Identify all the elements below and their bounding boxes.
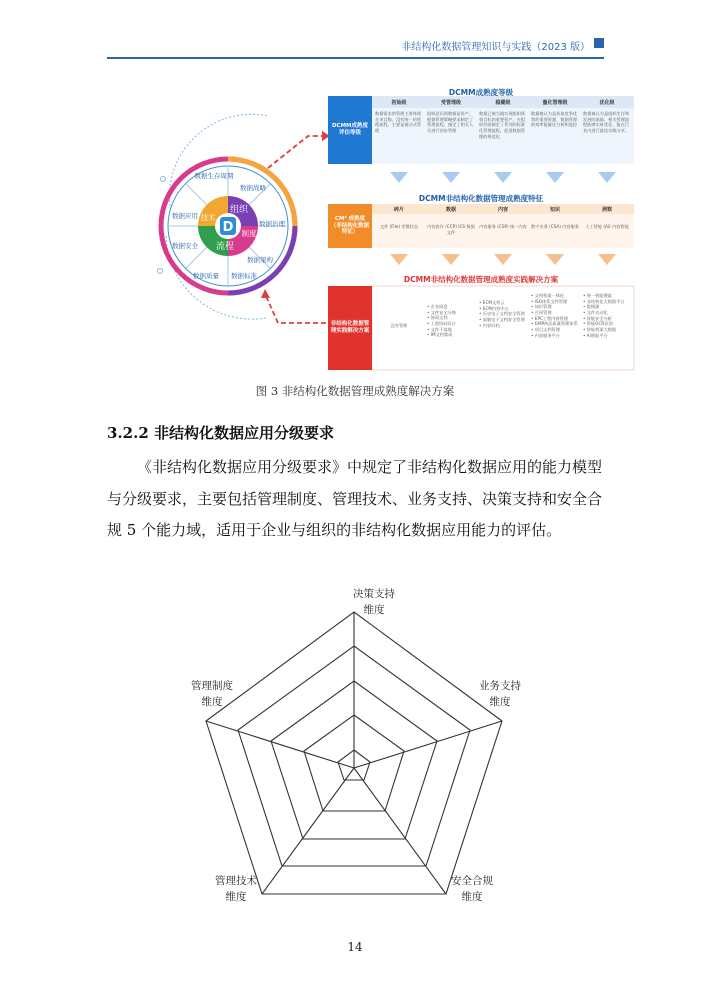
section-heading: 3.2.2 非结构化数据应用分级要求 — [107, 424, 334, 442]
running-header: 非结构化数据管理知识与实践（2023 版） — [401, 42, 590, 53]
radar-label-management-policy: 管理制度 维度 — [191, 680, 233, 708]
wheel-segment-label: 数据标准 — [231, 272, 257, 280]
panel1-side-label: DCMM成熟度评估等级 — [328, 96, 372, 164]
figure-3 — [148, 86, 638, 378]
ring-label-policy: 制度 — [241, 229, 257, 238]
radar-axis — [206, 721, 354, 768]
panel2-col-head: 数据 — [445, 207, 456, 213]
down-arrow — [442, 172, 460, 183]
down-arrow — [390, 254, 408, 265]
panel3-cell: • 统一智能搜索 • 非结构化大数据平台 • 数据湖 • 文件自动化 • 智能安全分析 • 智能OCR识别 • 智能档案大数据 • AI智能平台 — [583, 293, 625, 338]
panel3-cell: • ECM文档云 • ECM内容中台 • 历史电子文档安全管理 • 高敏电子文档安全管理 • 内容归档 — [479, 300, 525, 328]
decor-dot — [161, 177, 166, 182]
panel2-title: DCMM非结构化数据管理成熟度特征 — [418, 194, 544, 203]
panel3-cell: 没有管理 — [390, 323, 408, 328]
ring-label-process: 流程 — [215, 242, 235, 252]
page-number: 14 — [347, 940, 363, 954]
wheel-segment-label: 数据质量 — [193, 272, 219, 280]
panel3-title: DCMM非结构化数据管理成熟度实践解决方案 — [403, 275, 559, 284]
radar-label-management-technology: 管理技术 维度 — [215, 875, 257, 903]
panel2-col-head: 洞察 — [601, 207, 612, 213]
panel1-cell: 数据被认为是获取竞争优势的重要资源，数据管理的效率能量化分析和监控 — [531, 111, 578, 128]
panel2-cell: 数字业务 (CSA) 内容服务 — [531, 224, 579, 229]
header-rule — [107, 57, 604, 59]
wheel-segment-label: 数据应用 — [172, 212, 198, 220]
panel2-side-label: CM² 成熟度（非结构化数据特征） — [328, 204, 372, 248]
radar-axis — [354, 721, 502, 768]
down-arrow — [390, 172, 408, 183]
down-arrow — [598, 172, 616, 183]
panel1-col-head: 初始级 — [391, 100, 407, 106]
panel2-cell: 人工智能 (AI) 内容智能 — [585, 224, 629, 229]
panel3-side-label: 非结构化数据管理实践解决方案 — [328, 286, 372, 370]
panel2-col-head: 内容 — [497, 207, 508, 213]
down-arrow — [546, 254, 564, 265]
radar-label-security-compliance: 安全合规 维度 — [451, 875, 493, 903]
body-paragraph: 《非结构化数据应用分级要求》中规定了非结构化数据应用的能力模型与分级要求，主要包括管理制度、管理技术、业务支持、决策支持和安全合规 5 个能力域，适用于企业与组织的非结构化数据应用能力的评估。 — [107, 458, 603, 539]
panel1-cell: 数据需求的管理主要体现在项目级，没有统一的管理流程，主要是被动式管理 — [375, 111, 422, 134]
panel1-col-head: 受管理级 — [440, 100, 461, 106]
wheel-segment-label: 数据治理 — [259, 220, 285, 228]
wheel-segment-label: 数据安全 — [172, 242, 198, 250]
wheel-center-letter: D — [222, 220, 234, 235]
panel2-col-head: 知识 — [549, 207, 560, 213]
connector-arrow — [268, 136, 324, 168]
radar-diagram — [170, 580, 540, 920]
panel1-col-head: 优化级 — [599, 100, 615, 106]
panel3-cell: • 文档档案一体化 • ISO体系文件管理 • 知识管理 • 合同管理 • EPC工程内容管理 • GMP药品质量管理体系 • 项目文档管理 • 内容服务平台 — [531, 293, 578, 338]
radar-label-business-support: 业务支持 维度 — [479, 680, 521, 708]
decor-dot — [158, 269, 163, 274]
down-arrow — [598, 254, 616, 265]
wheel-segment-label: 数据战略 — [240, 184, 266, 192]
panel2-cell: 内容服务 (CSP) 统一内容 — [479, 224, 527, 229]
radar-label-decision-support: 决策支持 维度 — [353, 588, 395, 616]
wheel-segment-label: 数据架构 — [247, 256, 273, 264]
panel1-cell: 数据被认为是组织生存和发展的基础，相关管理流程能够实时优化，能在行业内进行最佳实践分享。 — [583, 111, 630, 134]
ring-label-organization: 组织 — [229, 205, 249, 215]
panel1-cell: 组织意识到数据是资产，根据管理策略要求制定了管理流程，指定了相关人员进行初步管理 — [427, 111, 474, 134]
panel1-col-head: 量化管理级 — [542, 100, 568, 106]
panel1-title: DCMM成熟度等级 — [448, 88, 514, 97]
down-arrow — [546, 172, 564, 183]
figure-caption: 图 3 非结构化数据管理成熟度解决方案 — [255, 384, 455, 398]
ring-label-technology: 技术 — [200, 213, 216, 222]
down-arrow — [494, 172, 512, 183]
header-marker — [594, 38, 604, 48]
panel2-cell: 文件 (File) 零散状态 — [379, 224, 419, 229]
panel1-col-head: 稳健级 — [495, 100, 511, 106]
down-arrow — [442, 254, 460, 265]
panel2-col-head: 碎片 — [393, 207, 404, 213]
down-arrow — [494, 254, 512, 265]
panel2-cell: 内容协作 (CCP) ICS 数据文件 — [427, 224, 475, 235]
wheel-segment-label: 数据生存周期 — [194, 172, 234, 180]
panel1-cell: 数据已被当做实现组织绩效目标的重要资产，在组织层面制定了系列的标准化管理流程，促进数据管理的规范化 — [479, 111, 526, 139]
connector-arrow — [266, 296, 326, 323]
panel3-cell: • 企业网盘 • 文件安全分换 • 协同文档 • 工程协同设计 • 文件不落地 • IM文档集成 — [427, 304, 456, 338]
